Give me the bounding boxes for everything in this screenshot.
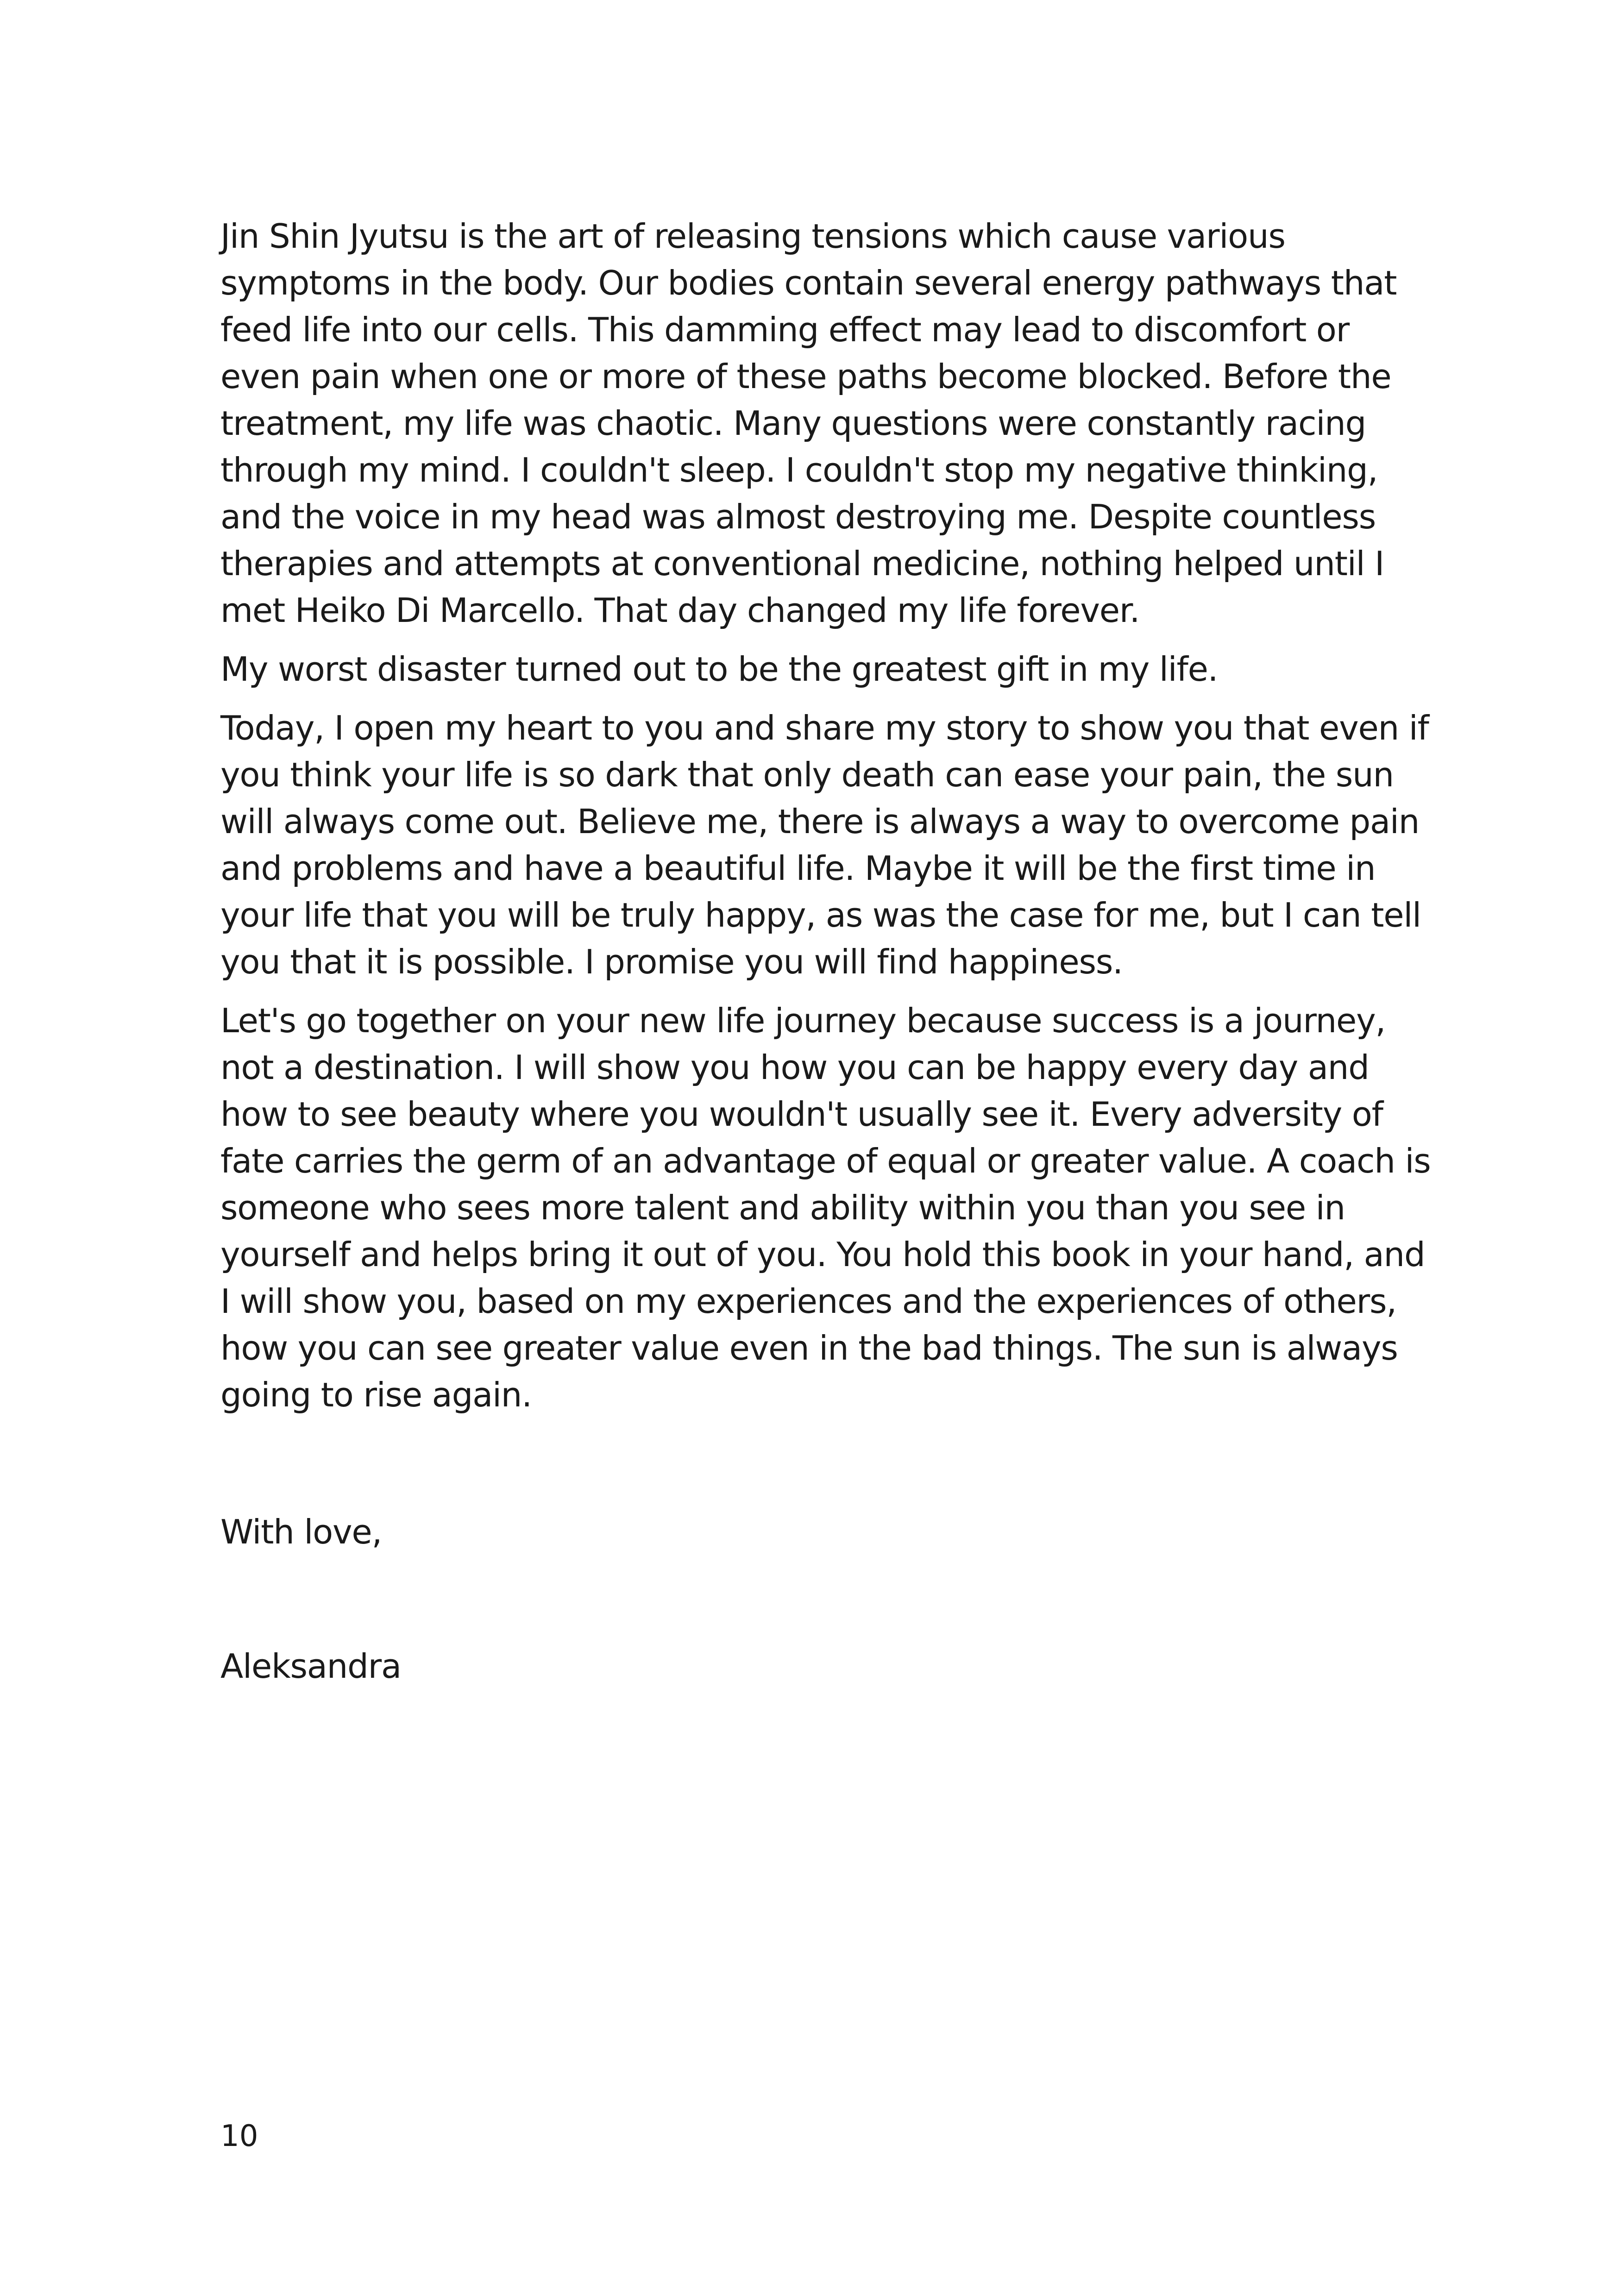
paragraph-line: My worst disaster turned out to be the greatest gift in my life. [220, 650, 1218, 689]
paragraph-line: I will show you, based on my experiences and the experiences of others, [220, 1282, 1396, 1321]
paragraph-life-journey [220, 997, 1431, 1418]
paragraph-line: feed life into our cells. This damming effect may lead to discomfort or [220, 310, 1350, 349]
paragraph-line: you that it is possible. I promise you will find happiness. [220, 942, 1123, 981]
paragraph-line: and the voice in my head was almost destroying me. Despite countless [220, 497, 1376, 536]
paragraph-line: Today, I open my heart to you and share my story to show you that even if [220, 709, 1429, 747]
paragraph-line: Jin Shin Jyutsu is the art of releasing tensions which cause various [220, 217, 1285, 256]
paragraph-line: how to see beauty where you wouldn't usually see it. Every adversity of [220, 1095, 1383, 1134]
paragraph-line: will always come out. Believe me, there is always a way to overcome pain [220, 802, 1420, 841]
body-text [220, 213, 1431, 1430]
paragraph-line: treatment, my life was chaotic. Many questions were constantly racing [220, 404, 1366, 443]
paragraph-line: how you can see greater value even in the bad things. The sun is always [220, 1329, 1398, 1368]
signature-name: Aleksandra [220, 1647, 401, 1686]
paragraph-line: even pain when one or more of these paths become blocked. Before the [220, 357, 1391, 396]
paragraph-line: therapies and attempts at conventional medicine, nothing helped until I [220, 544, 1384, 583]
paragraph-line: through my mind. I couldn't sleep. I couldn't stop my negative thinking, [220, 451, 1378, 489]
paragraph-open-my-heart [220, 705, 1429, 985]
paragraph-line: yourself and helps bring it out of you. You hold this book in your hand, and [220, 1235, 1425, 1274]
paragraph-line: symptoms in the body. Our bodies contain several energy pathways that [220, 263, 1397, 302]
paragraph-line: your life that you will be truly happy, as was the case for me, but I can tell [220, 896, 1421, 935]
paragraph-jin-shin-jyutsu [220, 213, 1415, 634]
paragraph-line: you think your life is so dark that only death can ease your pain, the sun [220, 755, 1394, 794]
paragraph-worst-disaster [220, 646, 1415, 693]
paragraph-line: met Heiko Di Marcello. That day changed my life forever. [220, 591, 1140, 630]
paragraph-line: and problems and have a beautiful life. Maybe it will be the first time in [220, 849, 1376, 888]
paragraph-line: going to rise again. [220, 1375, 532, 1414]
paragraph-line: Let's go together on your new life journey because success is a journey, [220, 1001, 1386, 1040]
page-number: 10 [220, 2119, 258, 2153]
paragraph-line: not a destination. I will show you how you can be happy every day and [220, 1048, 1369, 1087]
paragraph-line: fate carries the germ of an advantage of equal or greater value. A coach is [220, 1142, 1431, 1180]
closing-salutation: With love, [220, 1512, 382, 1551]
paragraph-line: someone who sees more talent and ability within you than you see in [220, 1188, 1345, 1227]
